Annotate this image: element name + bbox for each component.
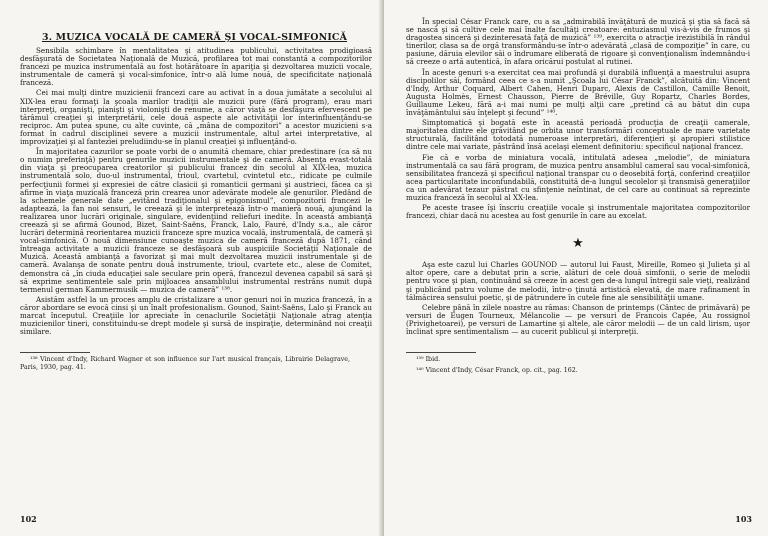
paragraph: În special César Franck care, cu a sa „admirabilă învăţătură de muzică şi ştia să facă să se nască şi să cultive cele mai înalte facultăţi creatoare: entuziasmul vis-à-vis de frumos şi dragostea sinceră şi dezinteresată faţă de muzică” ¹³⁹, exercita o atracţie irezistibilă în rândul tinerilor, clasa sa de orgă transformându-se într-o adevărată „clasă de compoziţie” în care, cu pasiune, dăruia elevilor săi o îndrumare eliberată de rigoare şi convenţionalism îndemnându-i să creeze o artă autentică, în afara oricărui postulat al rutinei. (406, 17, 750, 67)
footnote: ¹³⁹ Ibid. (416, 356, 441, 364)
paragraph: Simptomatică şi bogată este în această perioadă producţia de creaţii camerale, majoritatea dintre ele grăvitând pe orbita unor transformări conceptuale de mare varietate structurală, facilitând totodată numeroase interpretări, diferenţieri şi apropieri stilistice dintre cele mai variate, păstrând însă acelaşi element definitoriu: specificul naţional francez. (406, 118, 750, 152)
paragraph: Pe aceste trasee îşi înscriu creaţiile vocale şi instrumentale majoritatea compozitorilor francezi, chiar dacă nu acestea au fost genurile în care au excelat. (406, 203, 750, 221)
paragraph: În majoritatea cazurilor se poate vorbi de o anumită chemare, chiar predestinare (ca să nu o numim preferinţă) pentru genurile muzicii instrumentale şi de cameră. Absenţa evast-totală din viaţa şi preocuparea creatorilor şi publicului francez din secolul al XIX-lea, muzica instrumentală solo, duo-ul instrumental, trioul, cvartetul, cvintetul etc., ridicate pe culmile perfecţiunii formei şi expresiei de către clasicii şi romanticii germani şi austrieci, făcea ca şi afirme în viaţa muzicală franceză prin crearea unor adevărate modele ale genurilor. Pledând de la schemele generale date „evitând tradiţionalul şi epigonismul”, compozitorii francezi le adaptează, la fan noi sensuri, le creează şi le interpretează într-o manieră nouă, ajungând la realizarea unor lucrări originale, singulare, evidenţiind reliefuri inedite. În această ambianţă creează şi se afirmă Gounod, Bizet, Saint-Saëns, Franck, Lalo, Fauré, d'Indy s.a., ale căror lucrări determină reorientarea muzicii franceze spre muzica vocală, instrumentală, de cameră şi vocal-simfonică. O nouă dimensiune cunoaşte muzica de cameră franceză după 1871, când întreaga activitate a muzicii franceze se desfăşoară sub auspiciile Societăţii Naţionale de Muzică. Această ambianţă a favorizat şi mai mult dezvoltarea muzicii instrumentale şi de cameră. Avalanşa de sonate pentru două instrumente, trioul, cvartete etc., alese de Comitet, demonstra că „în ciuda educaţiei sale seculare prin operă, francezul devenea capabil să sară şi să exprime sentimentele sale prin mijloacea ansamblului instrumental restrâns numit după termenul german Kammermusik — muzica de cameră” ¹³⁸. (20, 147, 372, 294)
paragraph: Asistăm astfel la un proces amplu de cristalizare a unor genuri noi în muzica franceză, în a căror abordare se evocă cinsi şi un înalt profesionalism. Gounod, Saint-Saëns, Lalo şi Franck au marcat începutul. Creaţiile lor apreciate în cenaclurile Societăţii Naţionale atrag atenţia muzicienilor tineri, constituindu-se drept modele şi sursă de inspiraţie, determinând noi creaţii similare. (20, 294, 372, 337)
paragraph: În aceste genuri s-a exercitat cea mai profundă şi durabilă influenţă a maestrului asupra discipolilor săi, formând ceea ce s-a numit „Şcoala lui César Franck”, alcătuită din: Vincent d'Indy, Arthur Coquard, Albert Cahen, Henri Duparc, Alexis de Castillon, Camille Benoit, Augusta Holmès, Ernest Chausson, Pierre de Bréville, Guy Ropartz, Charles Bordes, Guillaume Lekeu, fără a-i mai numi pe mulţi alţii care „pretind că au bătut din cupa învăţământului său înţelept şi fecund” ¹⁴⁰. (406, 67, 750, 118)
section-divider-star: ★ (572, 236, 584, 252)
footnote-rule (406, 352, 476, 353)
page-number: 102 (20, 514, 37, 524)
page-number: 103 (735, 514, 752, 524)
paragraph: Sensibila schimbare în mentalitatea şi atitudinea publicului, activitatea prodigioasă desfăşurată de Societatea Naţională de Muzică, profilarea tot mai constantă a compozitorilor francezi pe muzica instrumentală au fost hotărâtoare în apariţia şi dezvoltarea muzicii vocale, instrumentale de cameră şi vocal-simfonice, într-o ală lume nouă, de specificitate naţională franceză. (20, 46, 372, 88)
paragraph: Aşa este cazul lui Charles GOUNOD — autorul lui Faust, Mireille, Romeo şi Julieta şi al altor opere, care a debutat prin a scrie, alături de cele două simfonii, o serie de melodii pentru voce şi pian, continuând să creeze în acest gen de-a lungul întregii sale vieţi, realizând şi publicând patru volume de melodii, într-o ţinută artistică elevată, de mare rafinament în tălmăcirea sensului poetic, şi de pătrundere în cutele fine ale sensibilităţii umane. (406, 260, 750, 302)
footnote-rule (20, 352, 90, 353)
paragraph: Fie că e vorba de miniatura vocală, intitulată adesea „melodie”, de miniatura instrumentală ca sau fără program, de muzica pentru ansamblul cameral sau vocal-simfonică, sensibilitatea franceză şi specificul naţional transpar cu o deosebită forţă, conferind creaţiilor acea particularitate inconfundabilă, constituită de-a lungul secolelor şi transmisă generaţiilor ca un adevărat tezaur păstrat cu sfinţenie neîntinat, de cel care au continuat să reprezinte muzica franceză în secolul al XX-lea. (406, 152, 750, 202)
right-page (384, 0, 768, 536)
paragraph: Cei mai mulţi dintre muzicienii francezi care au activat în a doua jumătate a secolului al XIX-lea erau formaţi la şcoala marilor tradiţii ale muzicii pure (fără program), erau mari interpreţi, organişti, pianişti şi violonişti de renume, a căror viaţă se desfăşura efervescent pe tărâmul creaţiei şi interpretării, cele două aspecte ale activităţii lor interinfluenţându-se reciproc. Am putea spune, cu alte cuvinte, că „mâna de compozitori” a acestor muzicieni s-a format în cadrul disciplinei severe a muzicii instrumentale, altul artei interpretative, al improvizaţiei şi al fanteziei preludiindu-se în planul creaţiei şi influenţând-o. (20, 88, 372, 147)
footnote: ¹³⁸ Vincent d'Indy, Richard Wagner et son influence sur l'art musical français, Librairie Delagrave, Paris, 1930, pag. 41. (20, 356, 350, 371)
top-margin (20, 12, 372, 32)
paragraph: Celebre până în zilele noastre au rămas: Chanson de printemps (Cântec de primăvară) pe versuri de Eugen Tourneux, Mélancolie — pe versuri de Francois Capée, Au rossignol (Privighetoarei), pe versuri de Lamartine şi altele, ale căror melodii — de un cald lirism, uşor înclinat spre sentimentalism — au cucerit publicul şi interpreţii. (406, 302, 750, 336)
chapter-heading: 3. MUZICA VOCALĂ DE CAMERĂ ŞI VOCAL-SIMFONICĂ (42, 32, 348, 43)
footnote: ¹⁴⁰ Vincent d'Indy, César Franck, op. cit., pag. 162. (416, 366, 578, 374)
